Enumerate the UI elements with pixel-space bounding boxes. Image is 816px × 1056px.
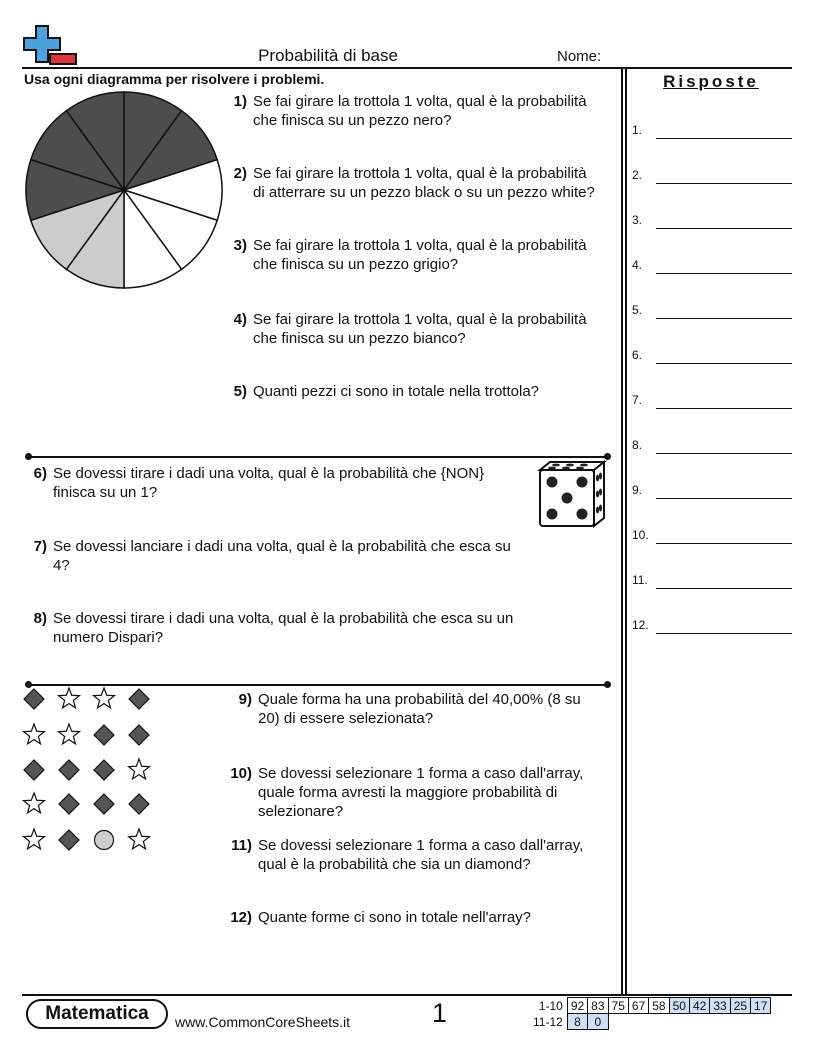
answer-number: 6. [632,348,643,362]
question-text-line: Quale forma ha una probabilità del 40,00% (8 su [258,691,581,708]
answer-line[interactable] [632,164,792,184]
diamond-shape [129,725,149,745]
spinner-diagram [24,90,224,290]
diamond-shape [59,760,79,780]
question-text-line: di atterrare su un pezzo black o su un pezzo white? [253,184,595,201]
answer-number: 9. [632,483,643,497]
answer-blank[interactable] [656,633,792,634]
question-number: 8) [33,610,47,627]
column-divider [621,67,623,995]
question-text-line: che finisca su un pezzo bianco? [253,330,466,347]
answer-line[interactable] [632,524,792,544]
circle-shape [95,831,114,850]
question-number: 4) [233,311,247,328]
diamond-shape [24,760,44,780]
answer-line[interactable] [632,119,792,139]
answer-blank[interactable] [656,498,792,499]
answer-blank[interactable] [656,273,792,274]
question-text-line: Se dovessi tirare i dadi una volta, qual è la probabilità che {NON} [53,465,485,482]
diamond-shape [94,725,114,745]
answer-number: 12. [632,618,649,632]
score-cell: 0 [588,1014,608,1030]
answer-blank[interactable] [656,588,792,589]
answer-blank[interactable] [656,318,792,319]
separator-dot [25,453,32,460]
diamond-shape [129,689,149,709]
question-text-line: Se fai girare la trottola 1 volta, qual è la probabilità [253,311,587,328]
separator-dot [604,681,611,688]
score-row-label: 1-10 [538,998,563,1013]
score-cell: 75 [608,998,628,1014]
answer-blank[interactable] [656,183,792,184]
diamond-shape [129,794,149,814]
score-cell: 17 [751,998,771,1014]
answer-line[interactable] [632,344,792,364]
shape-array [18,682,158,858]
question-number: 7) [33,538,47,555]
column-divider [625,67,627,995]
star-shape [24,724,45,744]
answer-number: 8. [632,438,643,452]
diamond-shape [59,830,79,850]
answer-blank[interactable] [656,453,792,454]
question-number: 11) [231,837,252,854]
answer-line[interactable] [632,614,792,634]
answer-line[interactable] [632,254,792,274]
name-label: Nome: [557,48,602,65]
answer-line[interactable] [632,569,792,589]
question-text-line: Se dovessi selezionare 1 forma a caso dall'array, [258,765,584,782]
separator-dot [604,453,611,460]
answer-number: 3. [632,213,643,227]
question-text-line: che finisca su un pezzo grigio? [253,256,459,273]
question-number: 1) [233,93,247,110]
question-text-line: Se fai girare la trottola 1 volta, qual è la probabilità [253,165,587,182]
star-shape [24,829,45,849]
question-text-line: 20) di essere selezionata? [258,710,434,727]
question-number: 12) [230,909,252,926]
diamond-shape [59,794,79,814]
instructions: Usa ogni diagramma per risolvere i problemi. [24,71,325,87]
diamond-shape [24,689,44,709]
answer-blank[interactable] [656,408,792,409]
footer-rule [22,994,792,996]
diamond-shape [94,760,114,780]
question-number: 2) [233,165,247,182]
answer-blank[interactable] [656,363,792,364]
star-shape [129,759,150,779]
answers-title: Risposte [663,72,759,91]
question-number: 6) [33,465,47,482]
star-shape [59,724,80,744]
star-shape [129,829,150,849]
answer-line[interactable] [632,434,792,454]
answer-number: 7. [632,393,643,407]
answer-number: 10. [632,528,649,542]
header-rule [22,67,792,69]
answer-blank[interactable] [656,228,792,229]
answer-number: 1. [632,123,643,137]
star-shape [24,793,45,813]
answer-line[interactable] [632,389,792,409]
score-cell: 83 [588,998,608,1014]
question-text-line: Se dovessi tirare i dadi una volta, qual è la probabilità che esca su un [53,610,514,627]
star-shape [59,688,80,708]
score-table [530,997,771,1030]
question-number: 10) [230,765,252,782]
answer-line[interactable] [632,479,792,499]
score-cell: 42 [689,998,709,1014]
answer-number: 4. [632,258,643,272]
score-cell: 50 [669,998,689,1014]
question-text-line: 4? [53,557,70,574]
score-row-label: 11-12 [533,1014,563,1029]
question-number: 3) [233,237,247,254]
page-number: 1 [432,998,448,1028]
die-icon [536,460,608,528]
score-cell: 67 [628,998,648,1014]
question-number: 5) [233,383,247,400]
question-text-line: Quanti pezzi ci sono in totale nella trottola? [253,383,540,400]
page-title: Probabilità di base [258,46,398,65]
answer-number: 11. [632,573,648,587]
section-separator [28,456,608,458]
question-text-line: Se fai girare la trottola 1 volta, qual è la probabilità [253,93,587,110]
question-text-line: qual è la probabilità che sia un diamond? [258,856,531,873]
site-url[interactable]: www.CommonCoreSheets.it [175,1014,351,1030]
diamond-shape [94,794,114,814]
score-cell: 92 [567,998,587,1014]
answer-line[interactable] [632,299,792,319]
answer-blank[interactable] [656,138,792,139]
star-shape [94,688,115,708]
question-text-line: Se fai girare la trottola 1 volta, qual è la probabilità [253,237,587,254]
question-text-line: che finisca su un pezzo nero? [253,112,452,129]
question-text-line: Se dovessi lanciare i dadi una volta, qual è la probabilità che esca su [53,538,511,555]
answer-blank[interactable] [656,543,792,544]
score-cell: 58 [649,998,669,1014]
score-cell: 33 [710,998,730,1014]
answer-number: 2. [632,168,643,182]
question-text-line: Quante forme ci sono in totale nell'array? [258,909,532,926]
question-number: 9) [238,691,252,708]
question-text-line: Se dovessi selezionare 1 forma a caso dall'array, [258,837,584,854]
question-text-line: selezionare? [258,803,344,820]
answer-line[interactable] [632,209,792,229]
score-cell: 25 [730,998,750,1014]
question-text-line: numero Dispari? [53,629,164,646]
answer-number: 5. [632,303,643,317]
subject-badge: Matematica [26,999,168,1029]
score-cell: 8 [567,1014,587,1030]
question-text-line: finisca su un 1? [53,484,158,501]
question-text-line: quale forma avresti la maggiore probabilità di [258,784,558,801]
